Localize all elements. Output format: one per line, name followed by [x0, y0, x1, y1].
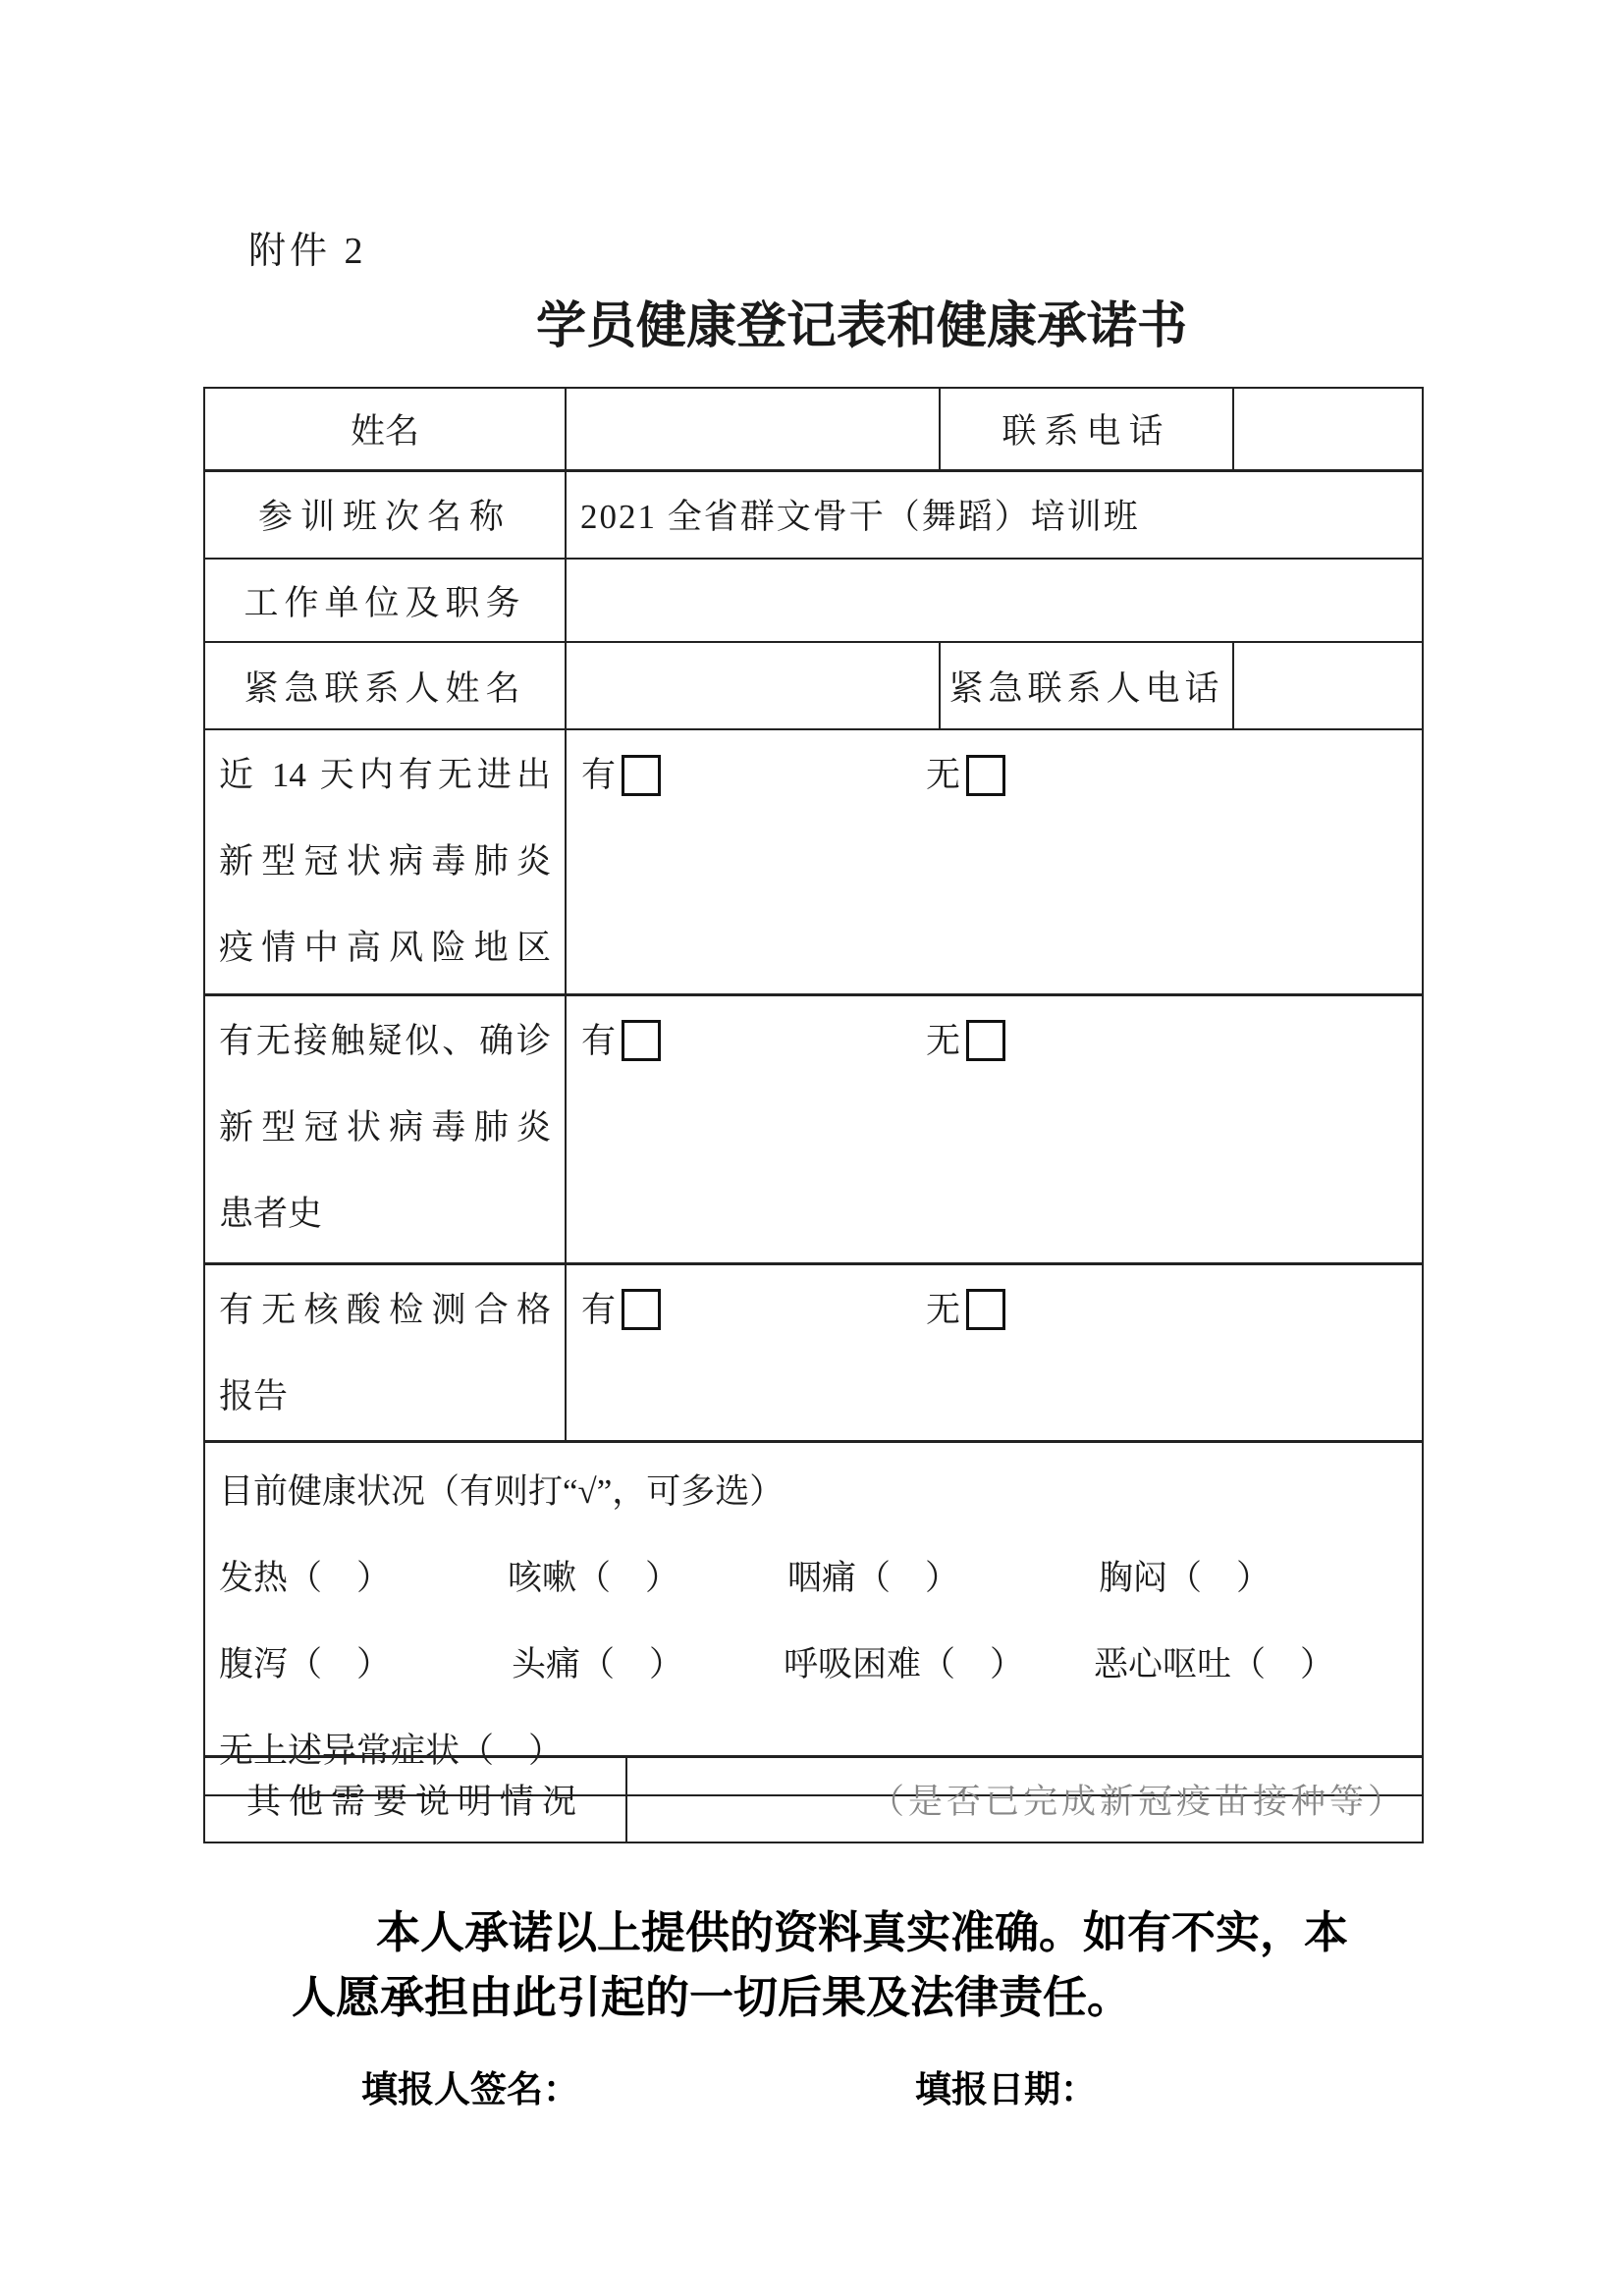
contact-phone-input-cell[interactable] — [1233, 388, 1423, 470]
no-label: 无 — [926, 756, 961, 794]
emergency-contact-phone-label: 紧急联系人电话 — [940, 642, 1233, 729]
table-row-emergency — [204, 642, 1423, 729]
yes-label: 有 — [581, 1021, 617, 1060]
yes-label: 有 — [581, 1290, 617, 1329]
contact-answer-cell — [566, 994, 1423, 1263]
other-notes-label: 其他需要说明情况 — [204, 1757, 626, 1842]
contact-no-checkbox[interactable] — [966, 1020, 1005, 1061]
signature-label: 填报人签名： — [361, 2069, 579, 2109]
signature-row — [0, 2059, 1624, 2109]
other-notes-table — [203, 1755, 1424, 1843]
nucleic-question-label: 有无核酸检测合格 报告 — [204, 1263, 566, 1441]
symptom-breathing-difficulty[interactable]: 呼吸困难（ ） — [784, 1644, 1025, 1683]
contact-phone-label: 联系电话 — [940, 388, 1233, 470]
nucleic-answer-cell — [566, 1263, 1423, 1441]
table-row-other-notes — [204, 1757, 1423, 1842]
symptom-headache[interactable]: 头痛（ ） — [512, 1644, 684, 1683]
table-row-class — [204, 470, 1423, 559]
class-name-value: 2021 全省群文骨干（舞蹈）培训班 — [566, 470, 1423, 559]
region-no-checkbox[interactable] — [966, 755, 1005, 796]
nucleic-no-checkbox[interactable] — [966, 1289, 1005, 1330]
commitment-line-2: 人愿承担由此引起的一切后果及法律责任。 — [292, 1972, 1132, 2022]
commitment-line-1: 本人承诺以上提供的资料真实准确。如有不实，本 — [376, 1907, 1349, 1957]
name-label: 姓名 — [204, 388, 566, 470]
region-question-label: 近 14 天内有无进出 新型冠状病毒肺炎 疫情中高风险地区 — [204, 729, 566, 994]
emergency-contact-name-input-cell[interactable] — [566, 642, 940, 729]
contact-question-label: 有无接触疑似、确诊 新型冠状病毒肺炎 患者史 — [204, 994, 566, 1263]
symptom-nausea-vomiting[interactable]: 恶心呕吐（ ） — [1094, 1644, 1335, 1683]
health-status-cell — [204, 1441, 1423, 1795]
other-notes-hint: （是否已完成新冠疫苗接种等） — [869, 1783, 1406, 1822]
symptom-none[interactable]: 无上述异常症状（ ） — [219, 1731, 564, 1770]
work-unit-input-cell[interactable] — [566, 559, 1423, 642]
region-answer-cell — [566, 729, 1423, 994]
yes-label: 有 — [581, 756, 617, 794]
class-name-label: 参训班次名称 — [204, 470, 566, 559]
health-status-header: 目前健康状况（有则打“√”，可多选） — [219, 1471, 785, 1511]
health-form-table — [203, 387, 1424, 1796]
work-unit-label: 工作单位及职务 — [204, 559, 566, 642]
health-status-line2 — [219, 1622, 1408, 1708]
table-row-health-status — [204, 1441, 1423, 1795]
region-yes-checkbox[interactable] — [622, 755, 661, 796]
attachment-label: 附件 2 — [248, 231, 367, 272]
symptom-sore-throat[interactable]: 咽痛（ ） — [787, 1558, 960, 1597]
commitment-text — [292, 1900, 1401, 2030]
table-row-nucleic-question — [204, 1263, 1423, 1441]
other-notes-input-cell[interactable] — [626, 1757, 1423, 1842]
emergency-contact-phone-input-cell[interactable] — [1233, 642, 1423, 729]
emergency-contact-name-label: 紧急联系人姓名 — [204, 642, 566, 729]
date-label: 填报日期： — [915, 2069, 1097, 2109]
page-title: 学员健康登记表和健康承诺书 — [536, 299, 1188, 354]
table-row-contact-question — [204, 994, 1423, 1263]
symptom-fever[interactable]: 发热（ ） — [219, 1558, 392, 1597]
name-input-cell[interactable] — [566, 388, 940, 470]
table-row-region-question — [204, 729, 1423, 994]
symptom-diarrhea[interactable]: 腹泻（ ） — [219, 1644, 392, 1683]
contact-yes-checkbox[interactable] — [622, 1020, 661, 1061]
no-label: 无 — [926, 1021, 961, 1060]
health-status-line1 — [219, 1535, 1408, 1622]
table-row-work — [204, 559, 1423, 642]
nucleic-yes-checkbox[interactable] — [622, 1289, 661, 1330]
symptom-cough[interactable]: 咳嗽（ ） — [508, 1558, 680, 1597]
symptom-chest-tightness[interactable]: 胸闷（ ） — [1099, 1558, 1272, 1597]
table-row-name — [204, 388, 1423, 470]
no-label: 无 — [926, 1290, 961, 1329]
